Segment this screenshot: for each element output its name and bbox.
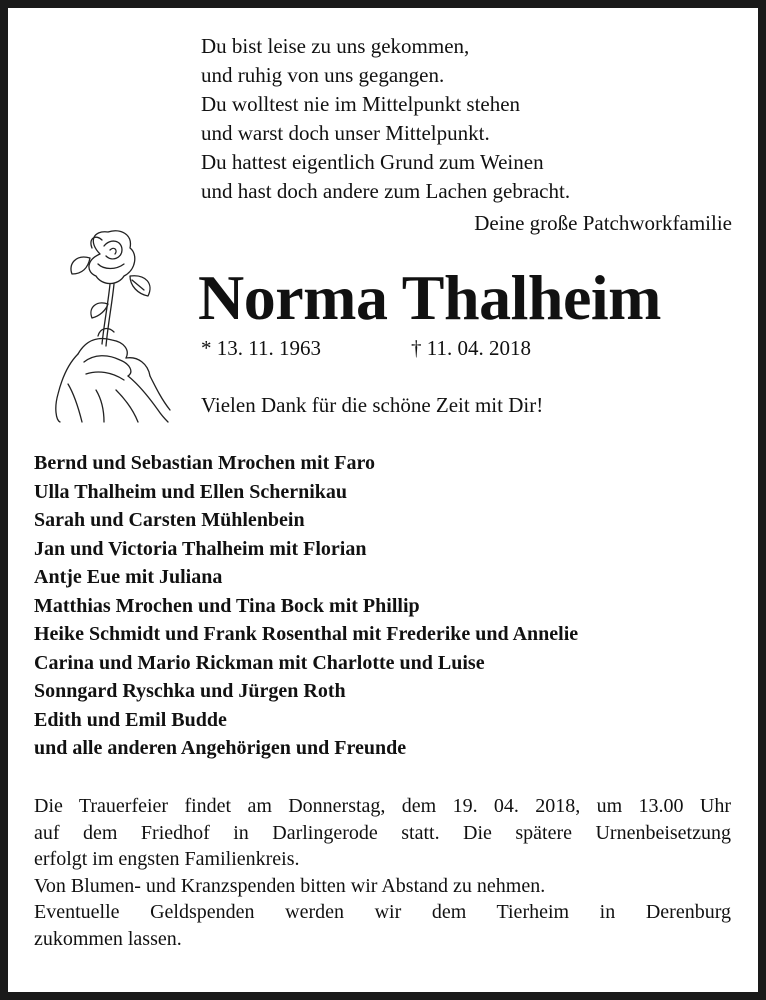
mourner-line: Carina und Mario Rickman mit Charlotte und Luise — [34, 651, 485, 674]
poem-line: Du hattest eigentlich Grund zum Weinen — [201, 150, 544, 174]
service-line: Die Trauerfeier findet am Donnerstag, dem 19. 04. 2018, um 13.00 Uhr — [34, 795, 731, 817]
hand-holding-rose-icon — [38, 224, 188, 424]
mourner-line: Heike Schmidt und Frank Rosenthal mit Frederike und Annelie — [34, 623, 579, 645]
mourner-line: Bernd und Sebastian Mrochen mit Faro — [34, 452, 375, 474]
service-info — [34, 793, 731, 952]
poem-line: Du bist leise zu uns gekommen, — [201, 34, 470, 58]
mourner-line: Ulla Thalheim und Ellen Schernikau — [34, 480, 348, 503]
mourner-line: Antje Eue mit Juliana — [34, 566, 223, 588]
mourner-line: und alle anderen Angehörigen und Freunde — [34, 737, 407, 759]
poem-signature: Deine große Patchworkfamilie — [474, 211, 732, 235]
poem-line: und ruhig von uns gegangen. — [201, 63, 445, 87]
mourners-list — [34, 449, 578, 763]
mourner-line: Edith und Emil Budde — [34, 708, 227, 731]
mourner-line: Sarah und Carsten Mühlenbein — [34, 509, 305, 531]
mourner-line: Jan und Victoria Thalheim mit Florian — [34, 537, 367, 560]
poem-line: Du wolltest nie im Mittelpunkt stehen — [201, 92, 521, 116]
poem-line: und warst doch unser Mittelpunkt. — [201, 121, 490, 145]
life-dates — [201, 336, 531, 361]
service-line: zukommen lassen. — [34, 927, 182, 950]
service-line: auf dem Friedhof in Darlingerode statt. Die spätere Urnenbeisetzung — [34, 821, 731, 844]
service-line: Von Blumen- und Kranzspenden bitten wir Abstand zu nehmen. — [34, 874, 546, 897]
birth-date: * 13. 11. 1963 — [201, 336, 321, 360]
mourner-line: Sonngard Ryschka und Jürgen Roth — [34, 680, 346, 702]
service-line: erfolgt im engsten Familienkreis. — [34, 848, 300, 870]
thanks-line: Vielen Dank für die schöne Zeit mit Dir! — [201, 393, 544, 417]
obituary-notice — [8, 8, 758, 992]
mourner-line: Matthias Mrochen und Tina Bock mit Phillip — [34, 594, 420, 617]
service-line: Eventuelle Geldspenden werden wir dem Tierheim in Derenburg — [34, 901, 731, 923]
death-date: † 11. 04. 2018 — [411, 336, 531, 360]
poem — [201, 32, 570, 206]
deceased-name: Norma Thalheim — [198, 262, 661, 333]
poem-line: und hast doch andere zum Lachen gebracht. — [201, 179, 571, 203]
